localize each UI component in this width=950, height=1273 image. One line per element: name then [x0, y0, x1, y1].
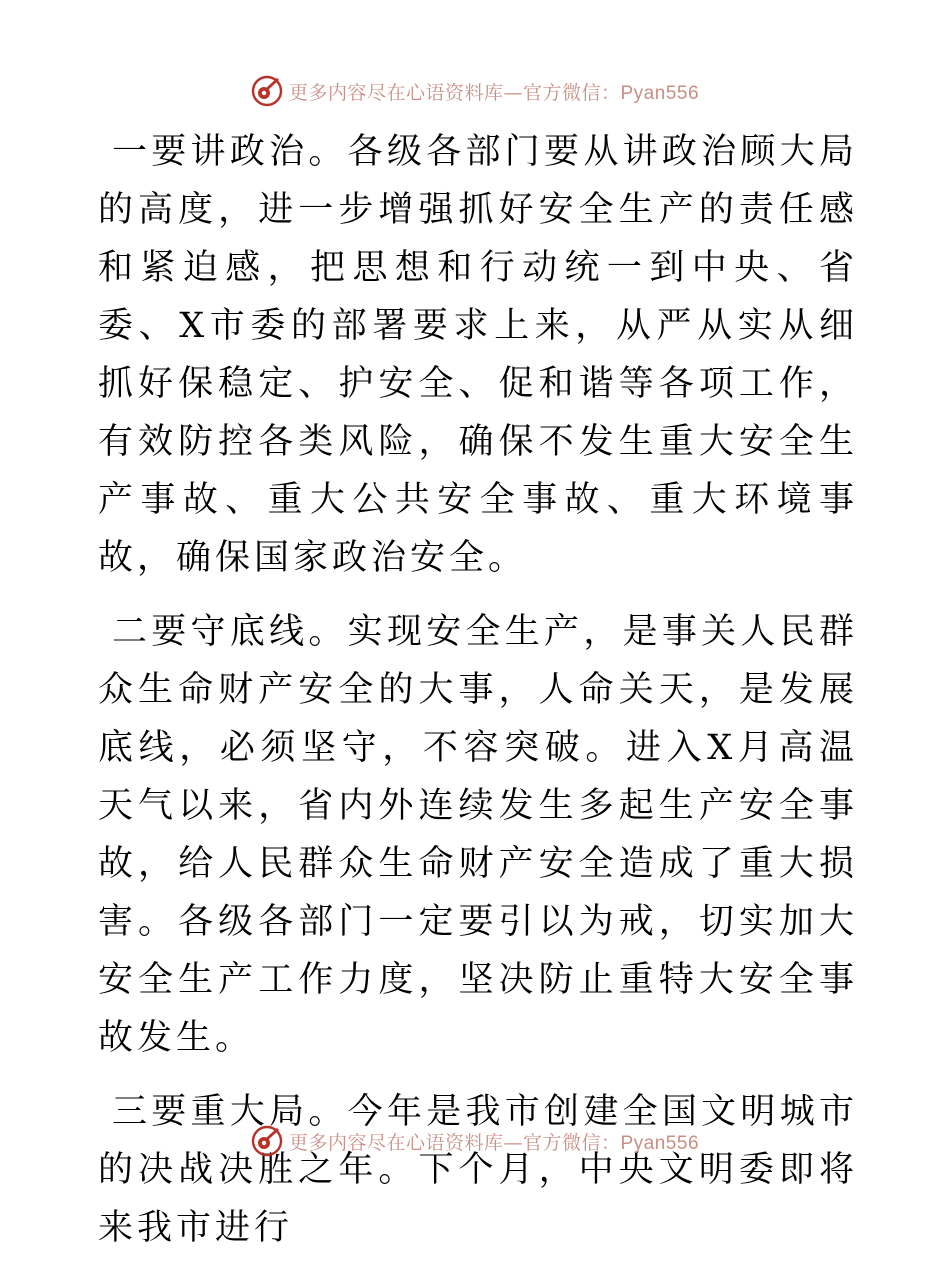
footer-watermark [0, 1124, 950, 1158]
watermark-wechat-id: Pyan556 [620, 1132, 700, 1154]
paragraph-2: 二要守底线。实现安全生产，是事关人民群众生命财产安全的大事，人命关天，是发展底线，必须坚守，不容突破。进入X月高温天气以来，省内外连续发生多起生产安全事故，给人民群众生命财产安全造成了重大损害。各级各部门一定要引以为戒，切实加大安全生产工作力度，坚决防止重特大安全事故发生。 [98, 612, 858, 1058]
header-watermark [0, 74, 950, 108]
document-body [98, 123, 858, 1273]
watermark-text: 更多内容尽在心语资料库—官方微信：Pyan556 [288, 81, 700, 104]
watermark-text: 更多内容尽在心语资料库—官方微信：Pyan556 [288, 1131, 700, 1154]
brand-logo-icon [251, 75, 283, 107]
watermark-wechat-id: Pyan556 [620, 82, 700, 104]
paragraph-1: 一要讲政治。各级各部门要从讲政治顾大局的高度，进一步增强抓好安全生产的责任感和紧迫感，把思想和行动统一到中央、省委、X市委的部署要求上来，从严从实从细抓好保稳定、护安全、促和谐等各项工作，有效防控各类风险，确保不发生重大安全生产事故、重大公共安全事故、重大环境事故，确保国家政治安全。 [98, 132, 858, 578]
brand-logo-icon [251, 1125, 283, 1157]
paragraph-3: 三要重大局。今年是我市创建全国文明城市的决战决胜之年。下个月，中央文明委即将来我市进行 [98, 1092, 858, 1248]
